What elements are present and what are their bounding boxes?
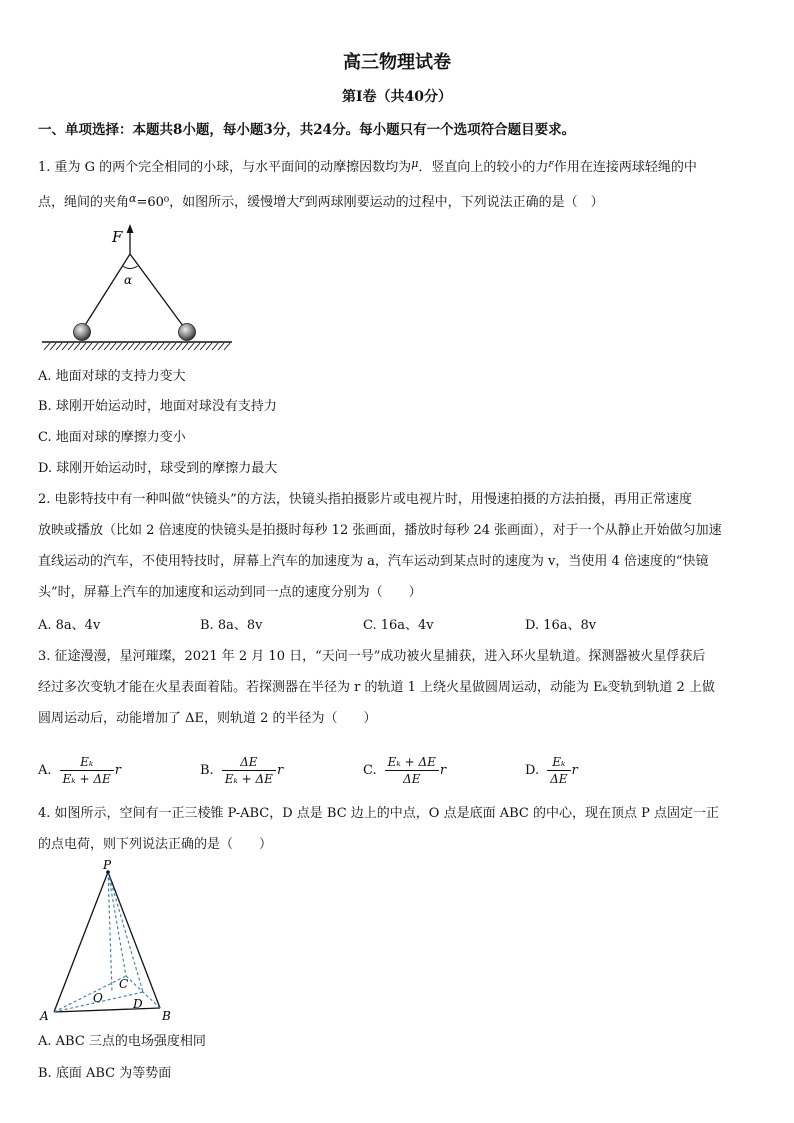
q1-text-e: =60⁰，如图所示，缓慢增大: [136, 195, 300, 210]
q3-line-3: 圆周运动后，动能增加了 ΔE，则轨道 2 的半径为（ ）: [38, 711, 377, 726]
q4-line-2: 的点电荷，则下列说法正确的是（ ）: [38, 837, 273, 852]
q1-line-1: [38, 155, 697, 177]
label-C: C: [119, 977, 129, 991]
section-heading: 一、单项选择：本题共8小题，每小题3分，共24分。每小题只有一个选项符合题目要求。: [38, 122, 576, 138]
force-arrowhead: [127, 224, 134, 233]
q1-option-c[interactable]: C. 地面对球的摩擦力变小: [38, 430, 186, 445]
q2-option-b[interactable]: B. 8a、8v: [200, 618, 263, 633]
q3-option-c-r: r: [439, 763, 447, 778]
q3-option-a-r: r: [114, 763, 121, 778]
q3-option-a-fraction: [60, 755, 114, 786]
q3-option-a-label: A.: [38, 763, 52, 778]
q3-option-c[interactable]: [363, 755, 446, 786]
q3-option-d-r: r: [571, 763, 578, 778]
q3-option-d-label: D.: [525, 763, 540, 778]
q3-option-b-denominator: Eₖ + ΔE: [224, 772, 273, 786]
q3-option-d-fraction: [547, 755, 570, 786]
force-symbol-2: F: [299, 195, 305, 204]
q3-option-d-denominator: ΔE: [550, 772, 568, 786]
q3-option-b[interactable]: [200, 755, 283, 786]
q3-option-c-denominator: ΔE: [403, 772, 421, 786]
label-A: A: [40, 1009, 49, 1023]
q1-text-b: ．竖直向上的较小的力: [418, 160, 549, 175]
q2-line-4: 头”时，屏幕上汽车的加速度和运动到同一点的速度分别为（ ）: [38, 585, 422, 600]
ball-left: [74, 324, 91, 341]
q4-figure: [36, 860, 186, 1025]
edge-PB: [108, 872, 160, 1008]
hidden-edges: [54, 872, 160, 1012]
q3-option-c-numerator: Eₖ + ΔE: [385, 755, 439, 771]
edge-AB: [54, 1008, 160, 1012]
q2-option-d[interactable]: D. 16a、8v: [525, 618, 597, 633]
q3-option-a-numerator: Eₖ: [60, 755, 114, 771]
q1-text-f: 到两球刚要运动的过程中，下列说法正确的是（ ）: [304, 195, 604, 210]
edge-AC: [54, 976, 129, 1012]
label-alpha: α: [124, 273, 133, 287]
label-O: O: [93, 991, 103, 1005]
label-F: F: [112, 228, 123, 246]
force-symbol: F: [548, 160, 554, 169]
angle-arc: [123, 266, 138, 269]
q3-option-d-numerator: Eₖ: [547, 755, 570, 771]
edge-PD: [108, 872, 143, 992]
q3-option-b-numerator: ΔE: [222, 755, 276, 771]
rope-right: [130, 254, 186, 330]
q3-option-a-denominator: Eₖ + ΔE: [62, 772, 111, 786]
edge-CB: [126, 976, 160, 1008]
q4-option-a[interactable]: A. ABC 三点的电场强度相同: [38, 1034, 206, 1049]
q3-option-c-fraction: [385, 755, 439, 786]
ground-hatch: [44, 343, 230, 350]
q1-line-2: [38, 190, 604, 212]
rope-left: [82, 254, 133, 330]
q3-option-c-label: C.: [363, 763, 377, 778]
q2-option-c[interactable]: C. 16a、4v: [363, 618, 434, 633]
q1-text-a: 1. 重为 G 的两个完全相同的小球，与水平面间的动摩擦因数均为: [38, 160, 412, 175]
q1-option-a[interactable]: A. 地面对球的支持力变大: [38, 369, 186, 384]
q3-option-a[interactable]: [38, 755, 121, 786]
q1-text-c: 作用在连接两球轻绳的中: [553, 160, 697, 175]
q1-option-d[interactable]: D. 球刚开始运动时，球受到的摩擦力最大: [38, 461, 278, 476]
q3-option-b-r: r: [276, 763, 284, 778]
label-P: P: [103, 860, 112, 872]
q2-line-1: 2. 电影特技中有一种叫做“快镜头”的方法，快镜头指拍摄影片或电视片时，用慢速拍摄的方法拍摄，再用正常速度: [38, 492, 692, 507]
mu-symbol: μ: [411, 157, 419, 170]
q1-text-d: 点，绳间的夹角: [38, 195, 130, 210]
q1-option-b[interactable]: B. 球刚开始运动时，地面对球没有支持力: [38, 399, 277, 414]
q3-option-d[interactable]: [525, 755, 578, 786]
alpha-symbol: α: [129, 192, 137, 205]
q4-line-1: 4. 如图所示，空间有一正三棱锥 P-ABC，D 点是 BC 边上的中点，O 点是底面 ABC 的中心，现在顶点 P 点固定一正: [38, 806, 719, 821]
q3-line-2: 经过多次变轨才能在火星表面着陆。若探测器在半径为 r 的轨道 1 上绕火星做圆周运动，动能为 Eₖ变轨到轨道 2 上做: [38, 680, 715, 695]
q4-option-b[interactable]: B. 底面 ABC 为等势面: [38, 1066, 172, 1081]
q2-option-a[interactable]: A. 8a、4v: [38, 618, 101, 633]
q2-line-3: 直线运动的汽车，不使用特技时，屏幕上汽车的加速度为 a，汽车运动到某点时的速度为 v，当使用 4 倍速度的“快镜: [38, 554, 709, 569]
part-subtitle: 第Ⅰ卷（共40分）: [341, 89, 453, 105]
q3-option-b-fraction: [222, 755, 276, 786]
label-B: B: [162, 1009, 171, 1023]
q1-figure: [38, 222, 238, 352]
label-D: D: [133, 997, 143, 1011]
q2-line-2: 放映或播放（比如 2 倍速度的快镜头是拍摄时每秒 12 张画面，播放时每秒 24 张画面），对于一个从静止开始做匀加速: [38, 523, 722, 538]
q3-option-b-label: B.: [200, 763, 214, 778]
q3-line-1: 3. 征途漫漫，星河璀璨，2021 年 2 月 10 日，“天问一号”成功被火星捕获，进入环火星轨道。探测器被火星俘获后: [38, 649, 706, 664]
ball-right: [179, 324, 196, 341]
page-title: 高三物理试卷: [343, 52, 451, 73]
